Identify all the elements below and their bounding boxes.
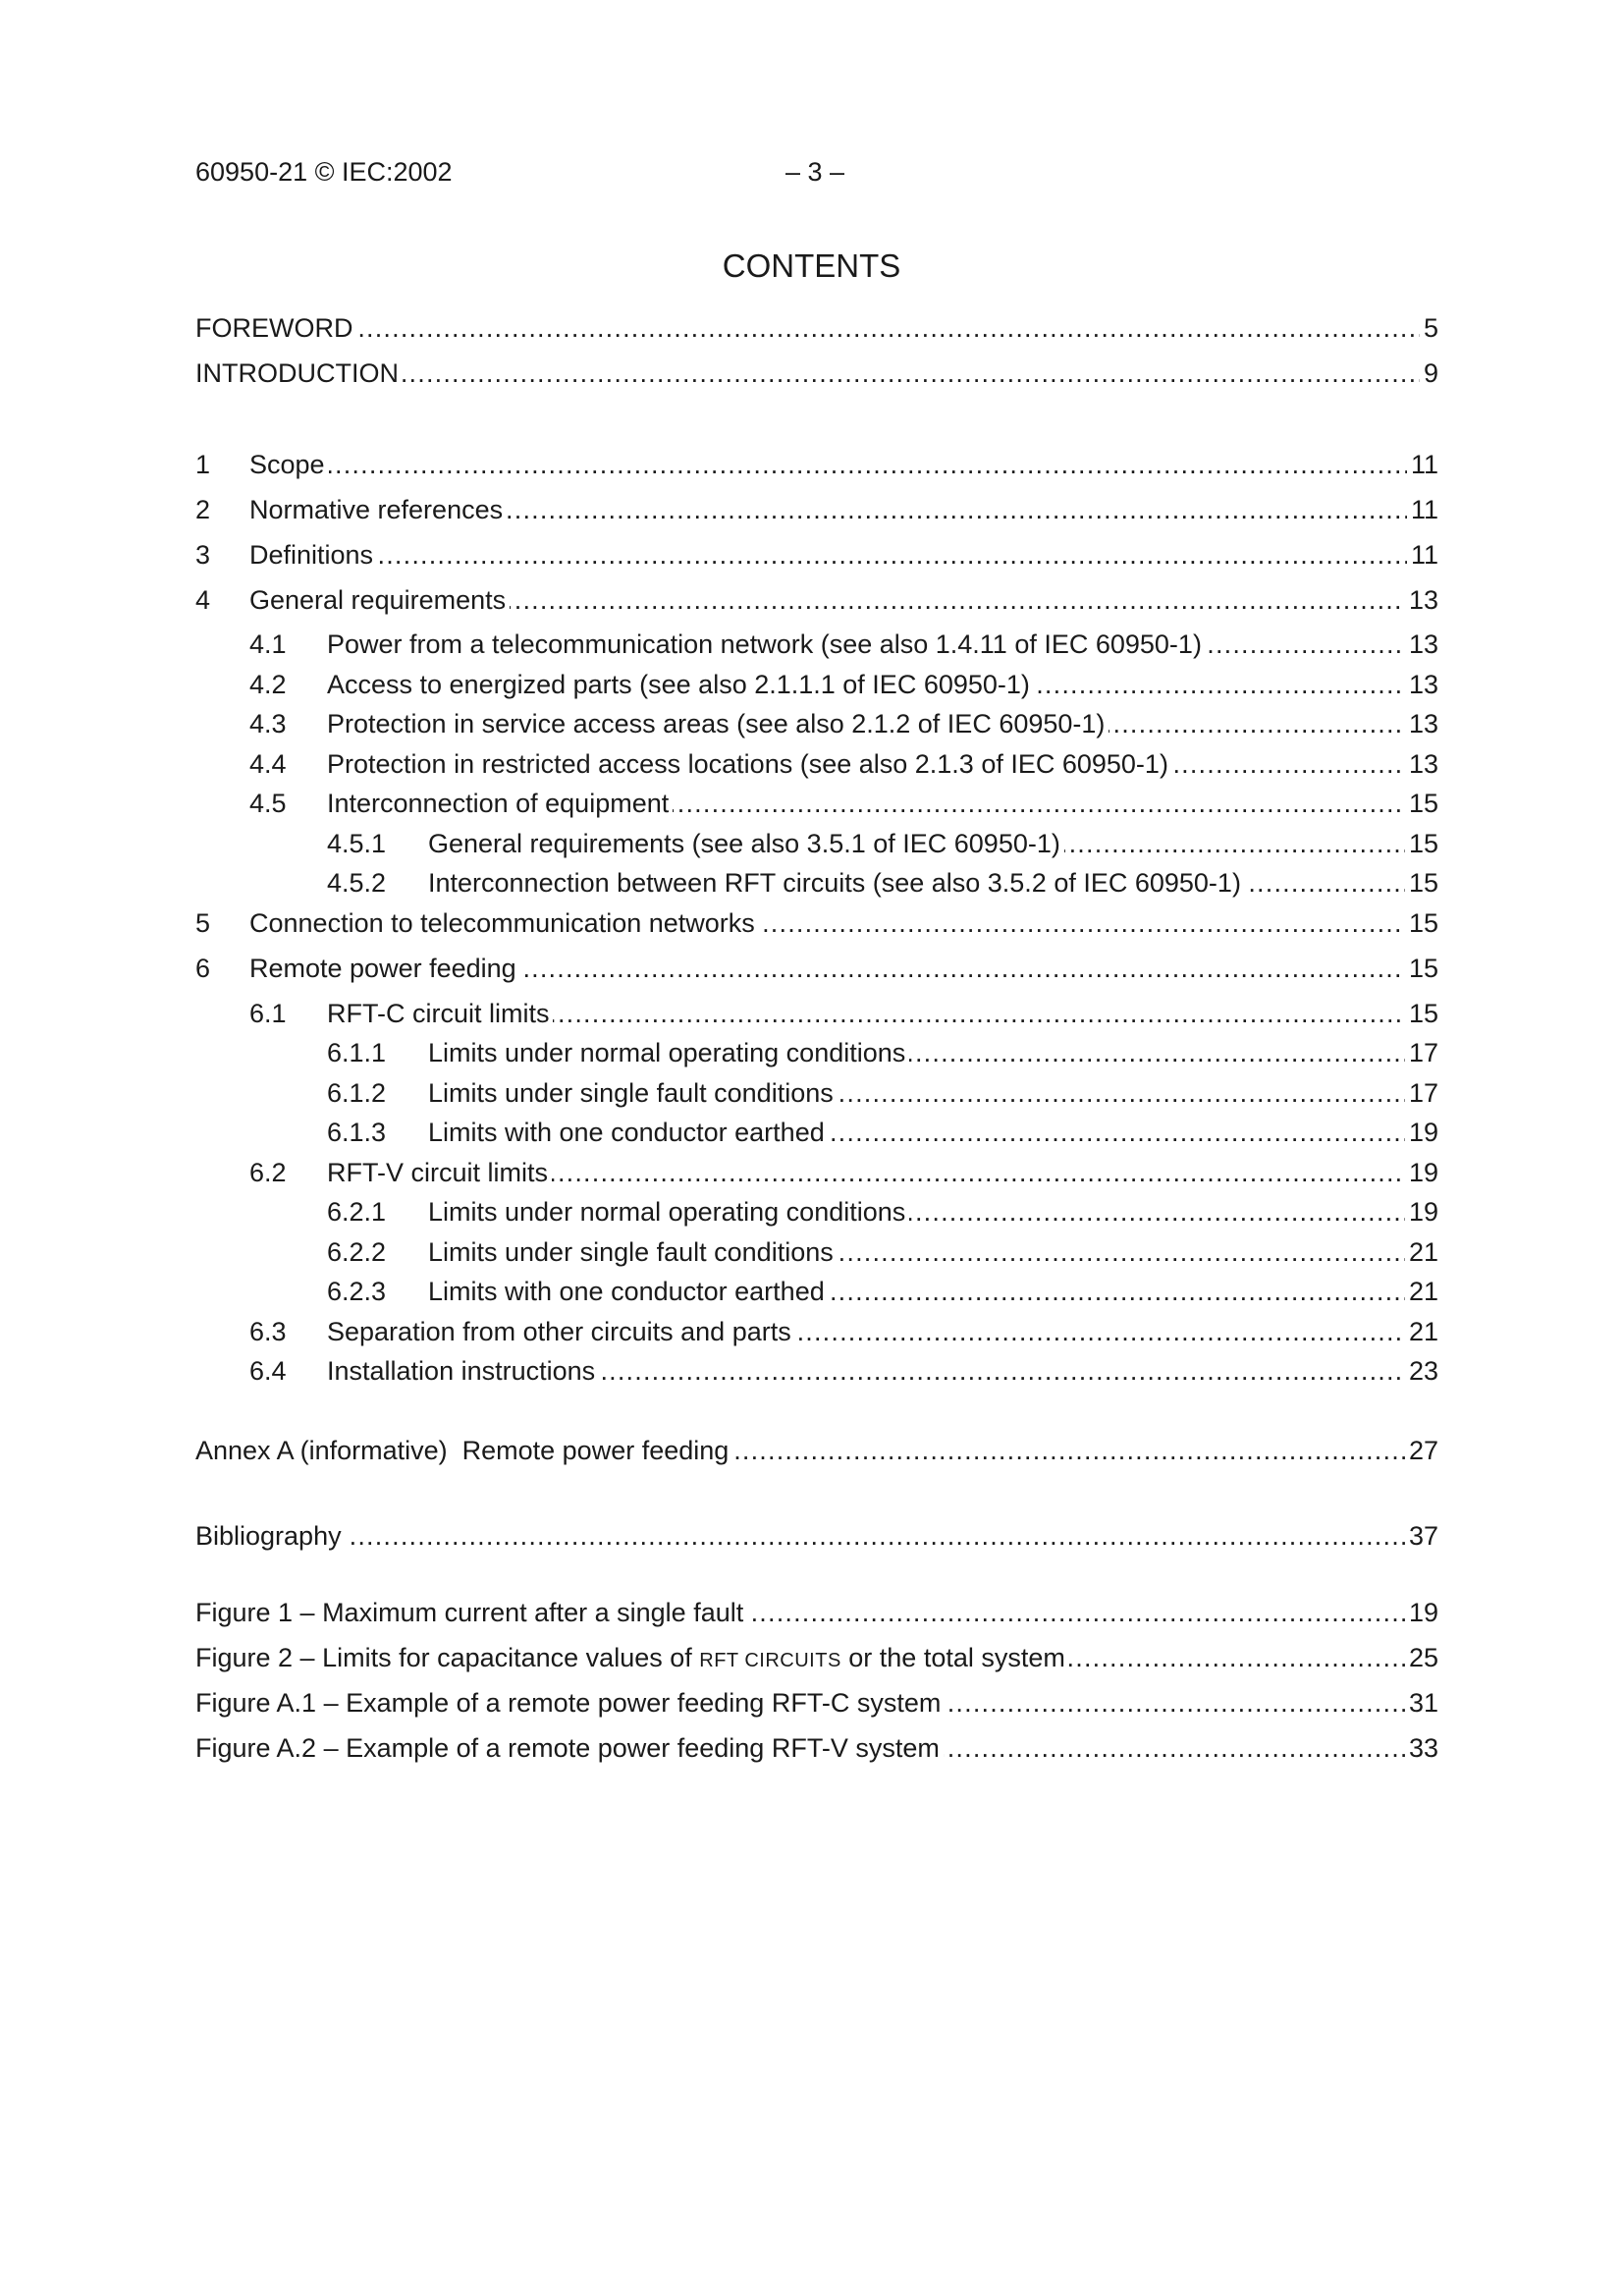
toc-entry-page: 11 [1407, 447, 1438, 482]
toc-entry-text: Interconnection of equipment [327, 786, 673, 821]
toc-entry-page: 21 [1405, 1234, 1438, 1270]
toc-entry[interactable] [0, 1234, 1623, 1270]
toc-entry-page: 15 [1405, 826, 1438, 861]
leader-dots [195, 1518, 1438, 1554]
toc-entry-page: 15 [1405, 996, 1438, 1031]
toc-entry-text: Connection to telecommunication networks [249, 905, 759, 941]
toc-entry-text: Limits under single fault conditions [428, 1075, 838, 1111]
toc-entry-number: 4 [195, 585, 211, 615]
toc-entry-page: 27 [1405, 1433, 1438, 1468]
toc-entry-page: 13 [1405, 582, 1438, 618]
toc-entry-number: 4.5 [249, 789, 287, 818]
toc-entry-page: 11 [1407, 537, 1438, 573]
toc-entry-number: 6.3 [249, 1317, 287, 1346]
toc-entry-text: Scope [249, 447, 329, 482]
toc-entry[interactable] [0, 1640, 1623, 1675]
toc-entry[interactable] [0, 1730, 1623, 1766]
toc-entry-number: 6.2.2 [327, 1237, 387, 1267]
toc-entry[interactable] [0, 1314, 1623, 1349]
toc-entry-text: Limits under normal operating conditions [428, 1035, 909, 1070]
toc-entry-number: 4.4 [249, 749, 287, 779]
toc-entry-page: 15 [1405, 786, 1438, 821]
toc-entry-number: 2 [195, 495, 211, 524]
toc-entry-page: 5 [1420, 310, 1438, 346]
toc-entry-text: Bibliography [195, 1518, 346, 1554]
toc-entry-text: Definitions [249, 537, 377, 573]
toc-entry[interactable] [0, 492, 1623, 527]
toc-entry-page: 13 [1405, 706, 1438, 741]
toc-entry[interactable] [0, 1353, 1623, 1389]
toc-entry[interactable] [0, 627, 1623, 662]
toc-entry[interactable] [0, 1595, 1623, 1630]
page-title: CONTENTS [722, 247, 901, 284]
toc-entry-page: 19 [1405, 1115, 1438, 1150]
toc-entry[interactable] [0, 1274, 1623, 1309]
toc-entry-page: 21 [1405, 1274, 1438, 1309]
toc-entry[interactable] [0, 865, 1623, 901]
toc-entry-page: 13 [1405, 746, 1438, 782]
toc-entry[interactable] [0, 905, 1623, 941]
toc-entry[interactable] [0, 1035, 1623, 1070]
toc-entry-text: Figure A.2 – Example of a remote power feeding RFT-V system [195, 1730, 944, 1766]
toc-entry-number: 5 [195, 908, 211, 938]
toc-entry-number: 6.1.2 [327, 1078, 387, 1108]
toc-entry-text: Separation from other circuits and parts [327, 1314, 795, 1349]
toc-entry[interactable] [0, 996, 1623, 1031]
toc-entry-page: 15 [1405, 865, 1438, 901]
toc-entry-number: 4.5.2 [327, 868, 387, 898]
toc-entry[interactable] [0, 951, 1623, 986]
toc-entry-text: Protection in service access areas (see also 2.1.2 of IEC 60950-1) [327, 706, 1109, 741]
toc-entry-number: 4.1 [249, 629, 287, 659]
toc-entry-number: 4.5.1 [327, 829, 387, 858]
toc-entry[interactable] [0, 667, 1623, 702]
toc-entry-text: Limits under single fault conditions [428, 1234, 838, 1270]
toc-entry-number: 4.3 [249, 709, 287, 738]
toc-entry-text: Limits under normal operating conditions [428, 1194, 909, 1230]
toc-entry-text: Limits with one conductor earthed [428, 1274, 829, 1309]
toc-entry-page: 37 [1405, 1518, 1438, 1554]
toc-entry-number: 6.2.3 [327, 1277, 387, 1306]
toc-entry[interactable] [0, 355, 1623, 391]
toc-entry-text: INTRODUCTION [195, 355, 403, 391]
toc-entry-page: 9 [1420, 355, 1438, 391]
toc-entry-text: FOREWORD [195, 310, 356, 346]
toc-entry[interactable] [0, 447, 1623, 482]
toc-entry[interactable] [0, 1433, 1623, 1468]
toc-entry-page: 21 [1405, 1314, 1438, 1349]
toc-entry-text: Normative references [249, 492, 507, 527]
leader-dots [249, 447, 1438, 482]
toc-entry-text [195, 1640, 1069, 1678]
toc-entry-text: General requirements [249, 582, 510, 618]
toc-entry[interactable] [0, 582, 1623, 618]
toc-entry-text: Protection in restricted access locations (see also 2.1.3 of IEC 60950-1) [327, 746, 1172, 782]
toc-entry-page: 15 [1405, 951, 1438, 986]
leader-dots [195, 310, 1438, 346]
toc-entry-page: 17 [1405, 1075, 1438, 1111]
toc-entry-page: 19 [1405, 1194, 1438, 1230]
toc-entry-smallcaps: RFT CIRCUITS [699, 1650, 841, 1671]
toc-entry-page: 33 [1405, 1730, 1438, 1766]
toc-entry-page: 17 [1405, 1035, 1438, 1070]
toc-entry-number: 6 [195, 954, 211, 983]
toc-entry-text: Interconnection between RFT circuits (see also 3.5.2 of IEC 60950-1) [428, 865, 1245, 901]
toc-entry-text: Power from a telecommunication network (see also 1.4.11 of IEC 60950-1) [327, 627, 1206, 662]
header-page-number: – 3 – [785, 157, 845, 187]
toc-entry-text-before: Figure 2 – Limits for capacitance values of [195, 1643, 700, 1672]
toc-entry[interactable] [0, 746, 1623, 782]
toc-entry-number: 1 [195, 450, 211, 479]
toc-entry-text: Remote power feeding [249, 951, 520, 986]
toc-entry-number: 3 [195, 540, 211, 570]
toc-entry[interactable] [0, 1115, 1623, 1150]
toc-entry-text: Installation instructions [327, 1353, 599, 1389]
toc-entry[interactable] [0, 1518, 1623, 1554]
toc-entry-number: 6.1.1 [327, 1038, 387, 1067]
leader-dots [249, 537, 1438, 573]
toc-entry-page: 11 [1407, 492, 1438, 527]
toc-entry-number: 6.2.1 [327, 1197, 387, 1227]
toc-entry[interactable] [0, 537, 1623, 573]
toc-entry-page: 13 [1405, 667, 1438, 702]
toc-entry-number: 6.1.3 [327, 1118, 387, 1147]
toc-entry-number: 6.1 [249, 999, 287, 1028]
toc-entry-text-after: or the total system [840, 1643, 1065, 1672]
toc-entry[interactable] [0, 1155, 1623, 1190]
toc-entry-text: General requirements (see also 3.5.1 of IEC 60950-1) [428, 826, 1064, 861]
toc-entry-text: Access to energized parts (see also 2.1.1.1 of IEC 60950-1) [327, 667, 1034, 702]
toc-entry-page: 25 [1405, 1640, 1438, 1675]
toc-entry-page: 23 [1405, 1353, 1438, 1389]
toc-entry-number: 4.2 [249, 670, 287, 699]
toc-entry-text: Annex A (informative) Remote power feeding [195, 1433, 732, 1468]
toc-entry-page: 13 [1405, 627, 1438, 662]
toc-entry-page: 19 [1405, 1595, 1438, 1630]
toc-entry-text: Figure A.1 – Example of a remote power feeding RFT-C system [195, 1685, 945, 1721]
toc-entry-text: RFT-C circuit limits [327, 996, 553, 1031]
toc-entry-text: Limits with one conductor earthed [428, 1115, 829, 1150]
toc-entry-text: RFT-V circuit limits [327, 1155, 552, 1190]
toc-entry[interactable] [0, 1685, 1623, 1721]
toc-entry[interactable] [0, 1194, 1623, 1230]
toc-entry-number: 6.4 [249, 1356, 287, 1386]
toc-entry[interactable] [0, 310, 1623, 346]
toc-entry-text: Figure 1 – Maximum current after a single fault [195, 1595, 747, 1630]
toc-entry-page: 19 [1405, 1155, 1438, 1190]
toc-entry-number: 6.2 [249, 1158, 287, 1187]
toc-entry[interactable] [0, 826, 1623, 861]
toc-entry[interactable] [0, 1075, 1623, 1111]
toc-entry-page: 31 [1405, 1685, 1438, 1721]
toc-entry-page: 15 [1405, 905, 1438, 941]
toc-entry[interactable] [0, 706, 1623, 741]
header-document-id: 60950-21 © IEC:2002 [195, 157, 453, 187]
toc-entry[interactable] [0, 786, 1623, 821]
